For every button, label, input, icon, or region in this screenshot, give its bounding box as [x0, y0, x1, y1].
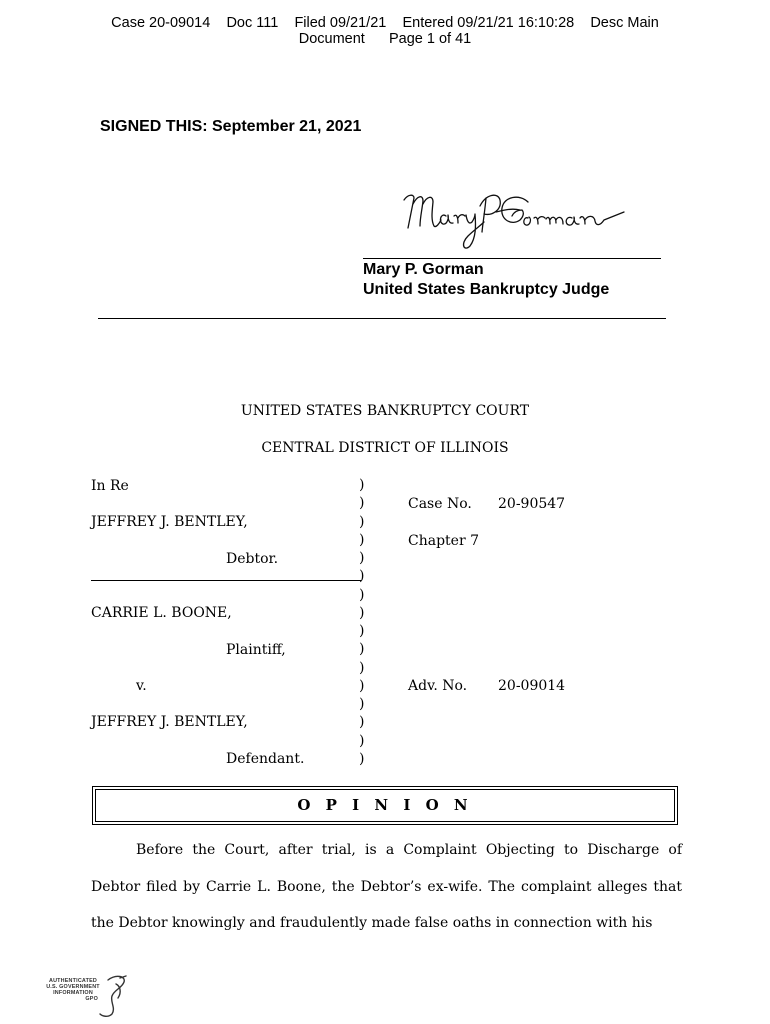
judge-block — [363, 260, 609, 300]
filing-header-line-2 — [0, 31, 770, 47]
filing-header — [0, 15, 770, 47]
case-number-label: Case No. — [408, 496, 472, 512]
caption-plaintiff-role: Plaintiff, — [226, 642, 286, 658]
chapter: Chapter 7 — [408, 533, 479, 549]
caption-defendant-role: Defendant. — [226, 751, 305, 767]
court-district: CENTRAL DISTRICT OF ILLINOIS — [261, 440, 509, 456]
caption-debtor-name: JEFFREY J. BENTLEY, — [91, 514, 248, 530]
adv-number: 20-09014 — [498, 678, 566, 694]
court-name: UNITED STATES BANKRUPTCY COURT — [240, 403, 530, 419]
opinion-paragraph: Before the Court, after trial, is a Complaint Objecting to Discharge of Debtor filed by Carrie L. Boone, the Debtor’s ex-wife. The complaint alleges that the Debtor knowingly and fraudulently made false oaths in connection with his — [91, 842, 682, 931]
gpo-line-1: AUTHENTICATED — [48, 978, 98, 984]
adv-number-label: Adv. No. — [408, 678, 468, 694]
caption-defendant-name: JEFFREY J. BENTLEY, — [91, 714, 248, 730]
caption-divider — [91, 580, 361, 581]
gpo-line-4: GPO — [85, 996, 98, 1002]
gpo-line-3: INFORMATION — [53, 990, 93, 996]
caption-plaintiff-name: CARRIE L. BOONE, — [91, 605, 232, 621]
header-case-number: Case 20-09014 — [111, 15, 211, 31]
gpo-authentication-seal — [42, 970, 134, 1020]
header-page-count: Page 1 of 41 — [389, 31, 472, 47]
judge-name: Mary P. Gorman — [363, 261, 484, 278]
header-entered-date: Entered 09/21/21 16:10:28 — [402, 15, 575, 31]
header-doc-number: Doc 111 — [226, 15, 279, 31]
header-rule — [98, 318, 666, 319]
case-number: 20-90547 — [498, 496, 566, 512]
judge-title: United States Bankruptcy Judge — [363, 281, 610, 298]
caption-versus: v. — [136, 678, 147, 694]
gpo-seal-text — [42, 978, 104, 1002]
caption-parentheses: ) ) ) ) ) ) ) ) ) ) ) ) ) ) ) ) — [359, 477, 365, 767]
header-desc: Desc Main — [590, 15, 659, 31]
header-document: Document — [298, 31, 365, 47]
judge-signature — [398, 186, 634, 258]
filing-header-line-1 — [0, 15, 770, 31]
signature-line — [363, 258, 661, 259]
signed-date: SIGNED THIS: September 21, 2021 — [100, 118, 362, 135]
opinion-body — [91, 832, 682, 942]
caption-in-re: In Re — [91, 478, 129, 494]
gpo-line-2: U.S. GOVERNMENT — [46, 984, 100, 990]
header-filed-date: Filed 09/21/21 — [294, 15, 387, 31]
caption-debtor-role: Debtor. — [226, 551, 279, 567]
opinion-title: O P I N I O N — [297, 796, 473, 814]
